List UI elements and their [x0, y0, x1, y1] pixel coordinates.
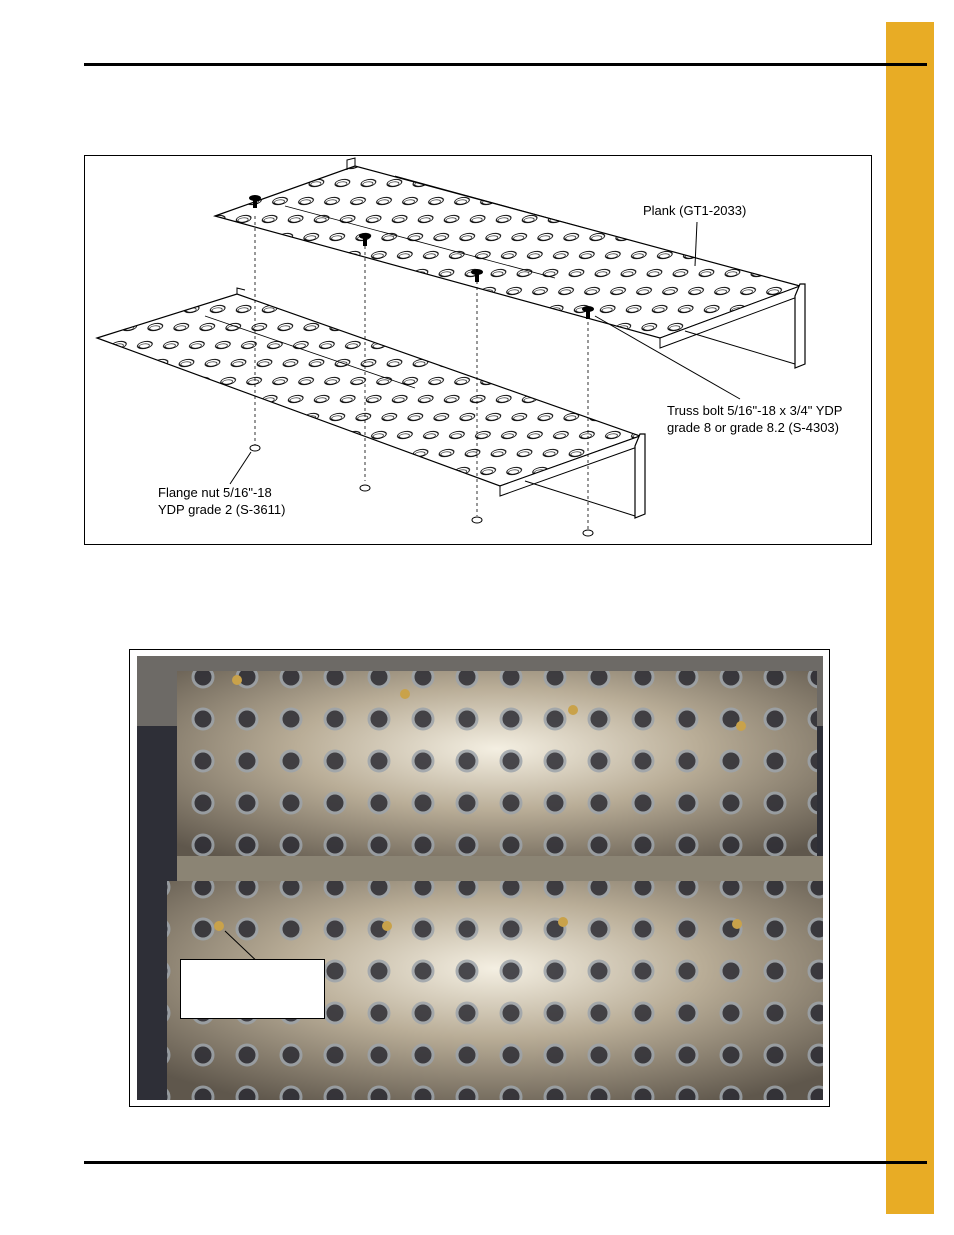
truss-bolt-callout — [667, 402, 842, 436]
photo-illustration — [137, 656, 823, 1100]
flange-nut-callout-line-2: YDP grade 2 (S-3611) — [158, 502, 286, 517]
section-tab — [886, 22, 934, 1214]
truss-bolt-callout-line-1: Truss bolt 5/16"-18 x 3/4" YDP — [667, 403, 843, 418]
footer-rule — [84, 1161, 927, 1164]
installed-planks-figure — [129, 649, 830, 1107]
truss-bolt-callout-line-2: grade 8 or grade 8.2 (S-4303) — [667, 420, 839, 435]
installed-planks-photo — [137, 656, 823, 1100]
header-rule — [84, 63, 927, 66]
flange-nut-callout-line-1: Flange nut 5/16"-18 — [158, 485, 272, 500]
plank-callout-line: Plank (GT1-2033) — [643, 203, 747, 218]
flange-nut-callout — [158, 484, 285, 518]
plank-callout — [643, 202, 746, 219]
plank-assembly-diagram — [84, 155, 872, 545]
photo-label-box — [180, 959, 325, 1019]
